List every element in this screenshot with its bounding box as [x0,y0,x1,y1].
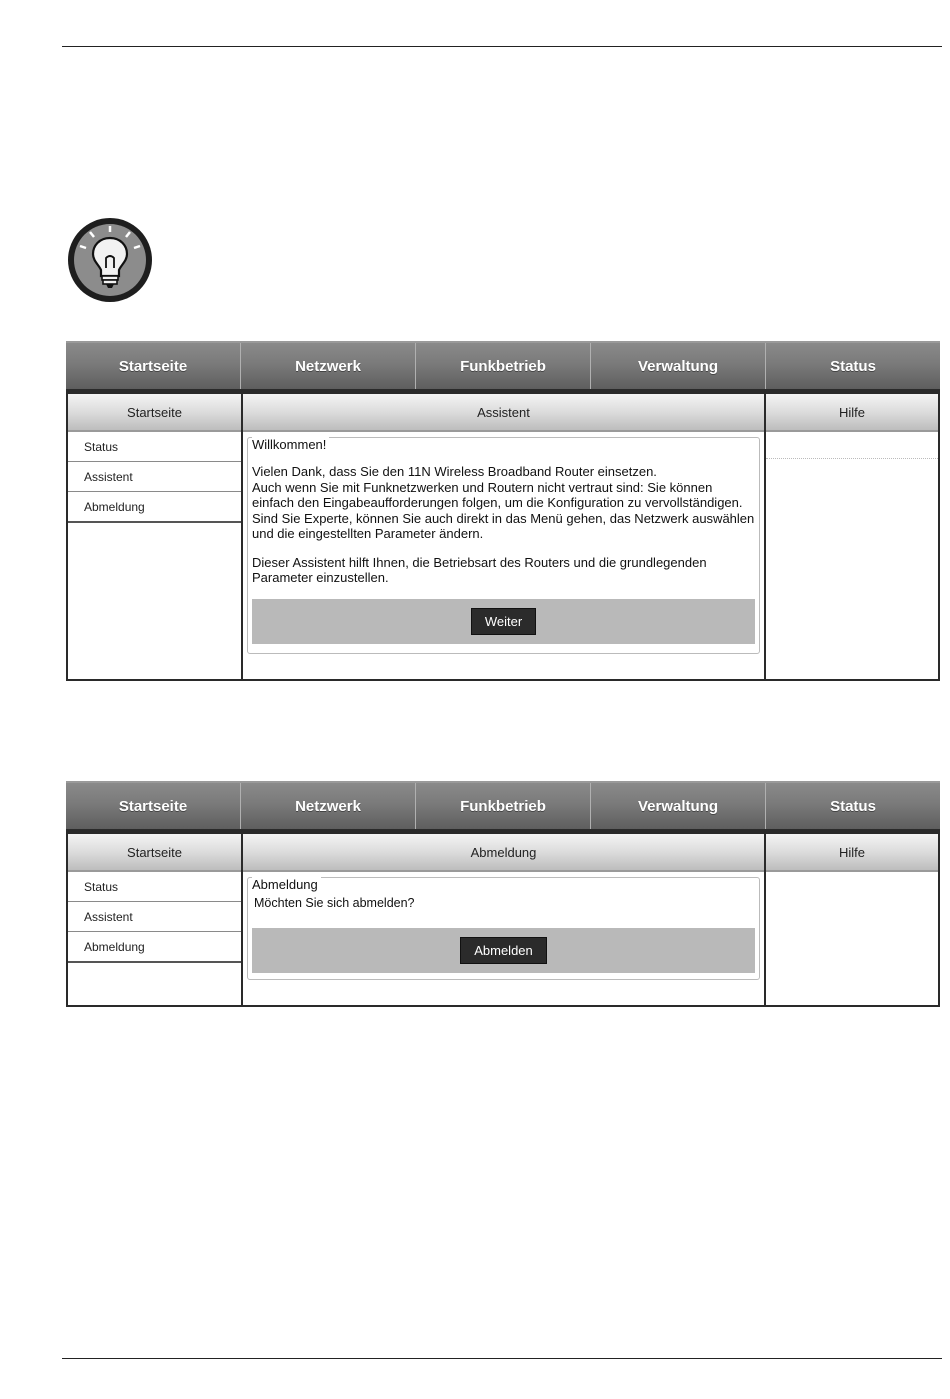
tab-verwaltung[interactable]: Verwaltung [591,343,766,389]
logout-question: Möchten Sie sich abmelden? [254,896,415,910]
sidebar-item-status[interactable]: Status [68,432,241,462]
page-bottom-rule [62,1358,942,1359]
content-frame [66,834,940,1007]
main-header: Assistent [243,394,764,432]
help-header: Hilfe [766,834,938,872]
sidebar-item-assistent[interactable]: Assistent [68,462,241,492]
tab-verwaltung[interactable]: Verwaltung [591,783,766,829]
router-screen-assistent [66,341,940,681]
weiter-button[interactable]: Weiter [471,608,536,635]
sidebar-header: Startseite [68,394,241,432]
help-header: Hilfe [766,394,938,432]
tab-status[interactable]: Status [830,357,876,375]
sidebar-menu [68,872,241,963]
lightbulb-tip-icon [66,216,154,304]
tab-funkbetrieb[interactable]: Funkbetrieb [416,783,591,829]
button-bar [252,599,755,644]
tab-startseite[interactable]: Startseite [66,343,241,389]
top-navigation [66,781,940,829]
sidebar-item-abmeldung[interactable]: Abmeldung [68,492,241,523]
help-divider [766,458,938,459]
tab-netzwerk[interactable]: Netzwerk [241,343,416,389]
sidebar [68,394,243,679]
sidebar-menu [68,432,241,523]
top-navigation [66,341,940,389]
main-panel [243,834,766,1005]
fieldset-legend: Abmeldung [252,877,321,892]
page-top-rule [62,46,942,47]
logout-fieldset [247,877,760,980]
sidebar-item-status[interactable]: Status [68,872,241,902]
sidebar-header: Startseite [68,834,241,872]
router-screen-abmeldung [66,781,940,1007]
welcome-paragraph-1: Vielen Dank, dass Sie den 11N Wireless Broadband Router einsetzen. Auch wenn Sie mit Funknetzwerken und Routern nicht vertraut sind: Sie können einfach den Eingabeaufforderungen folgen, um die Konfiguration zu vervollständigen. Sind Sie Experte, können Sie auch direkt in das Menü gehen, das Netzwerk auswählen und die eingestellten Parameter ändern. [252,464,755,541]
help-panel [766,394,938,679]
sidebar-item-assistent[interactable]: Assistent [68,902,241,932]
fieldset-legend: Willkommen! [252,437,329,452]
tab-startseite[interactable]: Startseite [66,783,241,829]
abmelden-button[interactable]: Abmelden [460,937,547,964]
tab-status[interactable]: Status [830,797,876,815]
main-panel [243,394,766,679]
welcome-fieldset [247,437,760,654]
help-panel [766,834,938,1005]
tab-funkbetrieb[interactable]: Funkbetrieb [416,343,591,389]
content-frame [66,394,940,681]
button-bar [252,928,755,973]
sidebar [68,834,243,1005]
welcome-paragraph-2: Dieser Assistent hilft Ihnen, die Betriebsart des Routers und die grundlegenden Parameter einzustellen. [252,554,707,585]
welcome-text [252,438,755,586]
sidebar-item-abmeldung[interactable]: Abmeldung [68,932,241,963]
tab-netzwerk[interactable]: Netzwerk [241,783,416,829]
main-header: Abmeldung [243,834,764,872]
